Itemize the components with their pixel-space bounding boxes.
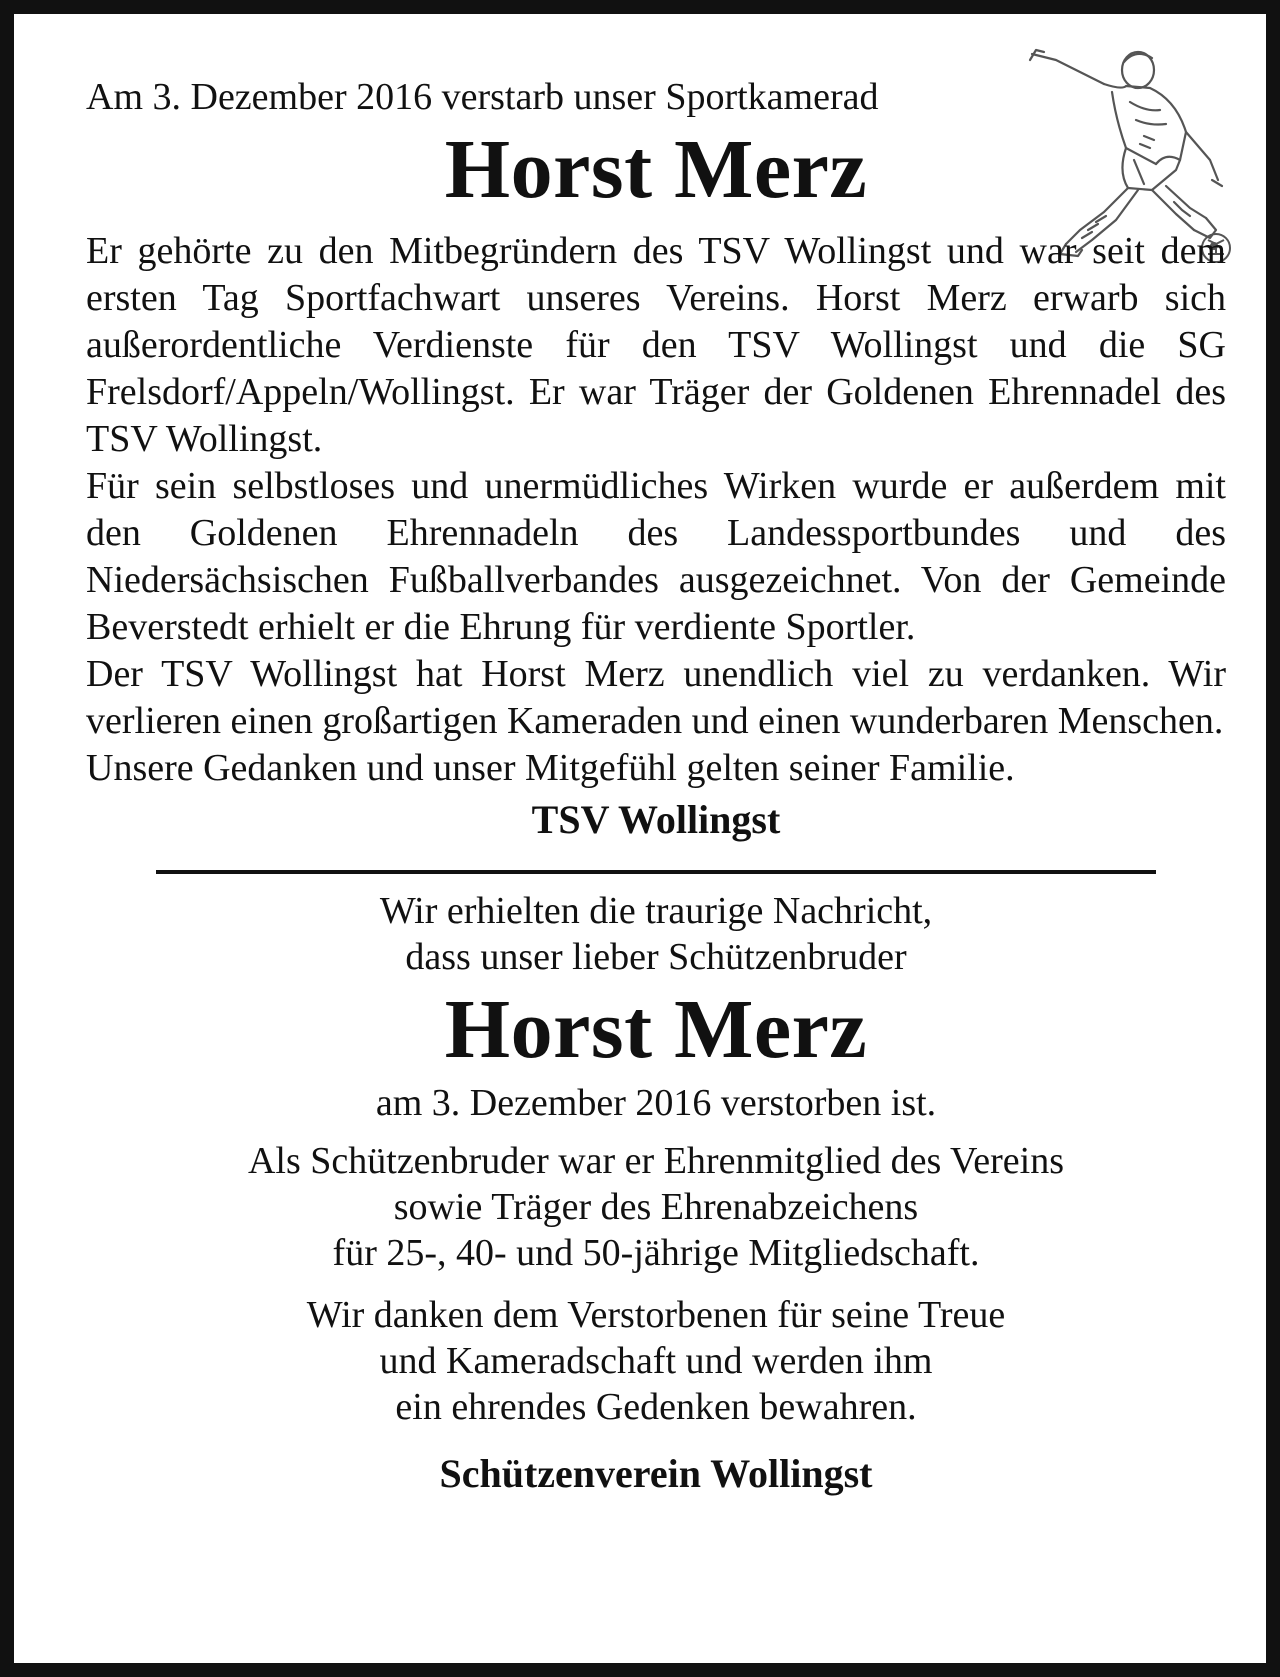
signature-schuetzenverein: Schützenverein Wollingst [439, 1451, 873, 1496]
deceased-name: Horst Merz [444, 983, 868, 1076]
body-paragraph: Für sein selbstloses und unermüdliches Wirken wurde er außerdem mit den Goldenen Ehrennadeln des Landessportbundes und des Niedersächsischen Fußballverbandes ausgezeichnet. Von der Gemeinde Beverstedt erhielt er die Ehrung für verdiente Sportler. [86, 465, 1226, 648]
deceased-name: Horst Merz [444, 123, 868, 216]
notice-schuetzenverein [86, 888, 1226, 1498]
honors-line: für 25-, 40- und 50-jährige Mitgliedschaft. [332, 1232, 980, 1274]
body-paragraph: Er gehörte zu den Mitbegründern des TSV Wollingst und war seit dem ersten Tag Sportfachwart unseres Vereins. Horst Merz erwarb sich außerordentliche Verdienste für den TSV Wollingst und die SG Frelsdorf/Appeln/Wollingst. Er war Träger der Goldenen Ehrennadel des TSV Wollingst. [86, 230, 1226, 460]
thanks-line: und Kameradschaft und werden ihm [379, 1340, 933, 1382]
intro-line: Wir erhielten die traurige Nachricht, [379, 890, 933, 932]
thanks-line: ein ehrendes Gedenken bewahren. [395, 1386, 917, 1428]
intro-line: dass unser lieber Schützenbruder [405, 936, 907, 978]
body-paragraph: Unsere Gedanken und unser Mitgefühl gelten seiner Familie. [86, 747, 1015, 789]
notice-body [86, 228, 1226, 792]
thanks-line: Wir danken dem Verstorbenen für seine Treue [306, 1294, 1006, 1336]
notice-tsv [86, 74, 1226, 844]
divider-line [156, 870, 1156, 874]
obituary-content [86, 74, 1226, 1498]
honors-line: sowie Träger des Ehrenabzeichens [393, 1186, 919, 1228]
notice-intro: Am 3. Dezember 2016 verstarb unser Sportkamerad [86, 76, 879, 118]
signature-tsv: TSV Wollingst [531, 797, 781, 842]
date-line: am 3. Dezember 2016 verstorben ist. [375, 1082, 937, 1124]
notice2-intro [86, 888, 1226, 980]
body-paragraph: Der TSV Wollingst hat Horst Merz unendlich viel zu verdanken. Wir verlieren einen großartigen Kameraden und einen wunderbaren Menschen. [86, 653, 1226, 742]
honors-block [86, 1138, 1226, 1276]
thanks-block [86, 1292, 1226, 1430]
honors-line: Als Schützenbruder war er Ehrenmitglied des Vereins [247, 1140, 1065, 1182]
